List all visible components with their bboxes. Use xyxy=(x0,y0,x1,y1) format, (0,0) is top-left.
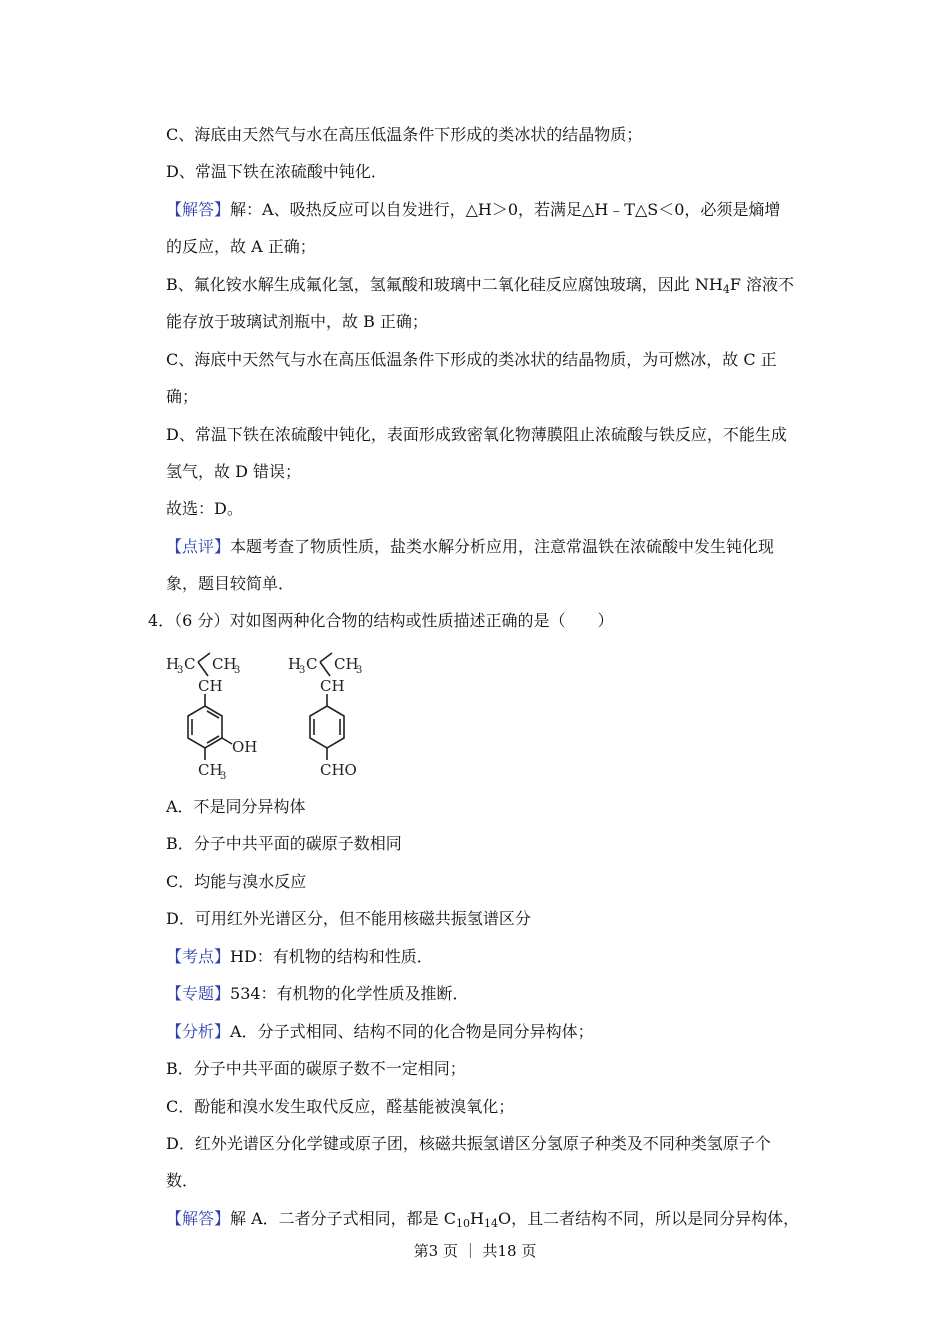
svg-text:CH: CH xyxy=(212,655,237,673)
svg-text:CHO: CHO xyxy=(320,761,357,779)
text-line: D、常温下铁在浓硫酸中钝化． xyxy=(166,162,387,181)
svg-text:3: 3 xyxy=(220,771,227,782)
analysis-tag: 【分析】 xyxy=(166,1022,231,1041)
text-line: 故选：D。 xyxy=(166,499,243,518)
solution-line: 【解答】解 A．二者分子式相同，都是 $C_{10}H_{14}O$，且二者结构不同，所以是同分异构体， xyxy=(166,1209,800,1230)
svg-text:3: 3 xyxy=(299,665,306,676)
svg-text:H: H xyxy=(288,655,302,673)
answer-line: 【解答】解：A、吸热反应可以自发进行，△H＞0，若满足△H﹣T△S＜0，必须是熵增 xyxy=(166,200,781,219)
text-line: D．红外光谱区分化学键或原子团，核磁共振氢谱区分氢原子种类及不同种类氢原子个 xyxy=(166,1134,771,1153)
svg-text:OH: OH xyxy=(232,738,258,756)
text-line: 氢气，故 D 错误； xyxy=(166,462,302,481)
question-4: 4．（6 分）对如图两种化合物的结构或性质描述正确的是（ ） xyxy=(148,611,614,630)
topic-tag: 【专题】 xyxy=(166,984,231,1003)
text-line: B、氟化铵水解生成氟化氢，氢氟酸和玻璃中二氧化硅反应腐蚀玻璃，因此 $NH_4F$ 溶液不 xyxy=(166,275,795,296)
text-line: C．酚能和溴水发生取代反应，醛基能被溴氧化； xyxy=(166,1097,515,1116)
svg-text:3: 3 xyxy=(234,665,241,676)
option-d: D．可用红外光谱区分，但不能用核磁共振氢谱区分 xyxy=(166,909,531,928)
text-line: 确； xyxy=(166,387,199,406)
svg-text:CH: CH xyxy=(198,761,223,779)
svg-text:C: C xyxy=(306,655,318,673)
text-line: 能存放于玻璃试剂瓶中，故 B 正确； xyxy=(166,312,428,331)
svg-text:CH: CH xyxy=(334,655,359,673)
text-line: C、海底中天然气与水在高压低温条件下形成的类冰状的结晶物质，为可燃冰，故 C 正 xyxy=(166,350,777,369)
option-a: A．不是同分异构体 xyxy=(166,797,306,816)
svg-text:C: C xyxy=(184,655,196,673)
text-line: C、海底由天然气与水在高压低温条件下形成的类冰状的结晶物质； xyxy=(166,125,643,144)
svg-text:CH: CH xyxy=(198,677,223,695)
molecule-structures xyxy=(160,648,420,784)
topic-line: 【专题】534：有机物的化学性质及推断． xyxy=(166,984,469,1003)
knowledge-point-line: 【考点】HD：有机物的结构和性质． xyxy=(166,947,433,966)
option-b: B．分子中共平面的碳原子数相同 xyxy=(166,834,402,853)
analysis-line: 【分析】A．分子式相同、结构不同的化合物是同分异构体； xyxy=(166,1022,594,1041)
comment-line: 【点评】本题考查了物质性质，盐类水解分析应用，注意常温铁在浓硫酸中发生钝化现 xyxy=(166,537,775,556)
svg-text:H: H xyxy=(166,655,180,673)
answer-tag: 【解答】 xyxy=(166,200,231,219)
option-c: C．均能与溴水反应 xyxy=(166,872,307,891)
svg-text:CH: CH xyxy=(320,677,345,695)
svg-text:3: 3 xyxy=(177,665,184,676)
right-molecule xyxy=(288,653,362,779)
text-line: B．分子中共平面的碳原子数不一定相同； xyxy=(166,1059,466,1078)
solution-tag: 【解答】 xyxy=(166,1209,231,1228)
text-line: 数． xyxy=(166,1171,199,1190)
comment-tag: 【点评】 xyxy=(166,537,231,556)
page-footer: 第3 页 ｜ 共18 页 xyxy=(413,1242,537,1260)
text-line: D、常温下铁在浓硫酸中钝化，表面形成致密氧化物薄膜阻止浓硫酸与铁反应，不能生成 xyxy=(166,425,787,444)
left-molecule xyxy=(166,653,257,782)
text-line: 的反应，故 A 正确； xyxy=(166,237,316,256)
svg-text:3: 3 xyxy=(356,665,363,676)
text-line: 象，题目较简单． xyxy=(166,574,295,593)
knowledge-tag: 【考点】 xyxy=(166,947,231,966)
